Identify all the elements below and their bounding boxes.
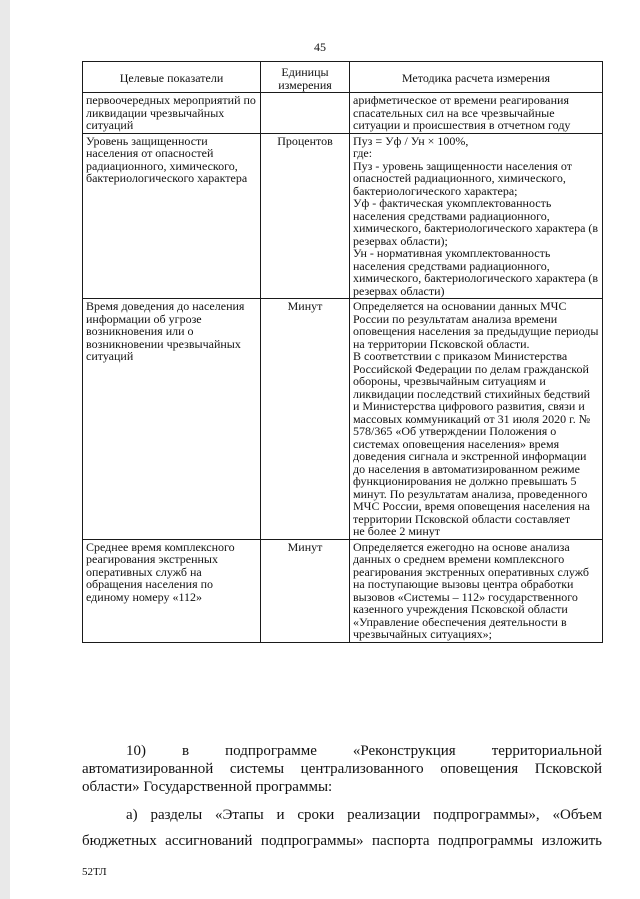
method-cell: арифметическое от времени реагирования спасательных сил на все чрезвычайные ситуации и происшествия в отчетном году bbox=[350, 93, 603, 134]
body-line: а) разделы «Этапы и сроки реализации подпрограммы», «Объем bbox=[126, 807, 602, 823]
unit-cell bbox=[261, 93, 350, 134]
method-cell bbox=[350, 299, 603, 540]
body-line: автоматизированной системы централизованного оповещения Псковской bbox=[82, 761, 602, 777]
unit-cell: Минут bbox=[261, 539, 350, 642]
body-line: бюджетных ассигнований подпрограммы» паспорта подпрограммы изложить bbox=[82, 833, 602, 849]
footer-code: 52ТЛ bbox=[82, 866, 107, 878]
table-row bbox=[83, 539, 603, 642]
unit-cell: Процентов bbox=[261, 133, 350, 299]
table-header-row bbox=[83, 62, 603, 93]
indicator-cell: Среднее время комплексного реагирования экстренных оперативных служб на обращения населения по единому номеру «112» bbox=[83, 539, 261, 642]
method-paragraph: не более 2 минут bbox=[353, 524, 441, 538]
body-text bbox=[82, 742, 602, 850]
unit-cell: Минут bbox=[261, 299, 350, 540]
formula-line: Пуз = Уф / Ун × 100%, bbox=[353, 133, 469, 148]
table-row bbox=[83, 299, 603, 540]
method-paragraph: Определяется на основании данных МЧС России по результатам анализа времени оповещения населения за предыдущие периоды на территории Псковской области. bbox=[353, 299, 599, 351]
header-indicators: Целевые показатели bbox=[83, 62, 261, 93]
header-method: Методика расчета измерения bbox=[350, 62, 603, 93]
method-cell bbox=[350, 133, 603, 299]
body-line: 10) в подпрограмме «Реконструкция территориальной bbox=[126, 743, 602, 759]
scan-edge bbox=[0, 0, 10, 899]
indicator-cell: Уровень защищенности населения от опасностей радиационного, химического, бактериологического характера bbox=[83, 133, 261, 299]
method-paragraph: Ун - нормативная укомплектованность населения средствами радиационного, химического, бактериологического характера (в резервах области) bbox=[353, 246, 599, 298]
method-paragraph: Уф - фактическая укомплектованность населения средствами радиационного, химического, бактериологического характера (в резервах области); bbox=[353, 196, 599, 248]
body-line: области» Государственной программы: bbox=[82, 779, 333, 795]
indicator-cell: Время доведения до населения информации об угрозе возникновения или о возникновении чрезвычайных ситуаций bbox=[83, 299, 261, 540]
table-row bbox=[83, 93, 603, 134]
method-paragraph: Определяется ежегодно на основе анализа данных о среднем времени комплексного реагирования экстренных оперативных служб на поступающие вызовы центра обработки вызовов «Системы – 112» государственного казенного учреждения Псковской области «Управление обеспечения деятельности в чрезвычайных ситуациях»; bbox=[353, 539, 589, 641]
indicator-cell: первоочередных мероприятий по ликвидации чрезвычайных ситуаций bbox=[83, 93, 261, 134]
page-number: 45 bbox=[314, 40, 326, 54]
table-row bbox=[83, 133, 603, 299]
method-cell bbox=[350, 539, 603, 642]
method-paragraph: где: bbox=[353, 146, 373, 160]
header-units: Единицы измерения bbox=[261, 62, 350, 93]
indicators-table bbox=[82, 61, 603, 643]
method-paragraph: Пуз - уровень защищенности населения от опасностей радиационного, химического, бактериологического характера; bbox=[353, 158, 572, 198]
method-paragraph: В соответствии с приказом Министерства Российской Федерации по делам гражданской обороны, чрезвычайным ситуациям и ликвидации последствий стихийных бедствий и Министерства цифрового развития, связи и массовых коммуникаций от 31 июля 2020 г. № 578/365 «Об утверждении Положения о системах оповещения населения» время доведения сигнала и экстренной информации до населения в автоматизированном режиме функционирования не должно превышать 5 минут. По результатам анализа, проведенного МЧС России, время оповещения населения на территории Псковской области составляет bbox=[353, 349, 591, 526]
